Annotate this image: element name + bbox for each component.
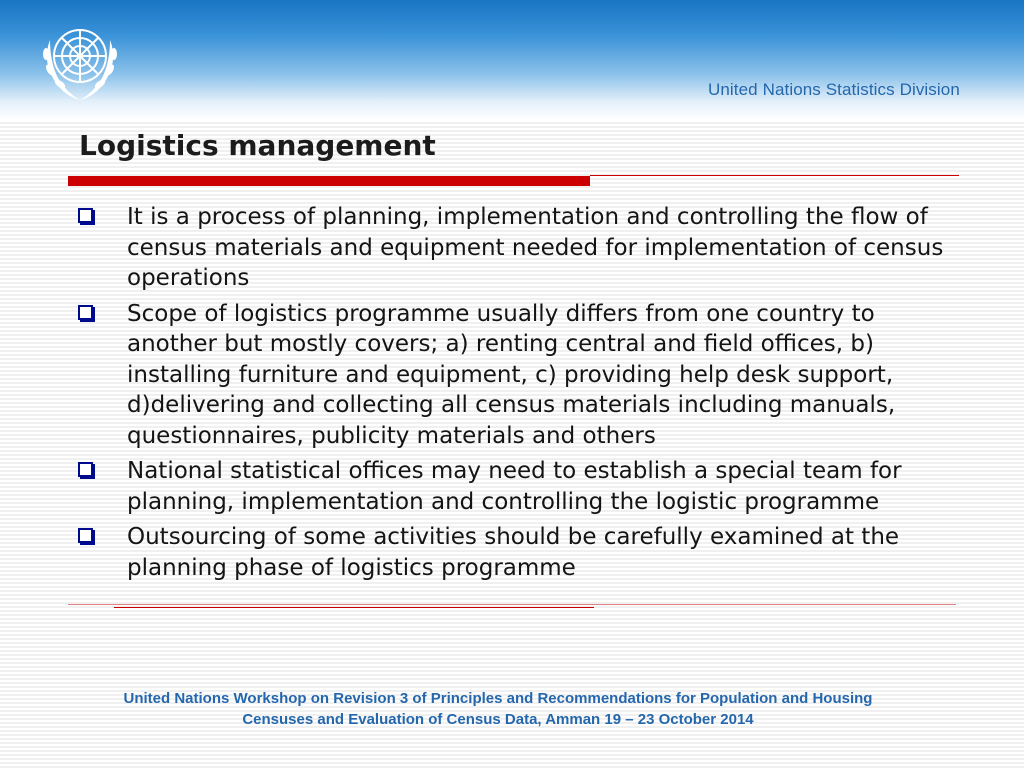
footer-line-1: United Nations Workshop on Revision 3 of Principles and Recommendations for Population and Housing [123,690,873,707]
bullet-text: It is a process of planning, implementation and controlling the flow of census materials and equipment needed for implementation of census operations [127,204,944,291]
bullet-item [78,299,948,452]
bullet-item [78,522,948,583]
bullet-text: Outsourcing of some activities should be carefully examined at the planning phase of logistics programme [127,524,900,581]
footer-divider [68,604,956,605]
slide-header-band [0,0,1024,120]
bullet-text: Scope of logistics programme usually differs from one country to another but mostly covers; a) renting central and field offices, b) installing furniture and equipment, c) providing help desk support, d)delivering and collecting all census materials including manuals, questionnaires, publicity materials and others [127,300,896,449]
slide-title: Logistics management [79,129,436,162]
un-emblem-icon [30,10,130,110]
footer-divider-accent [114,607,594,608]
org-name: United Nations Statistics Division [708,80,960,99]
bullet-item [78,202,948,294]
title-underline-thin [590,175,959,176]
bullet-text: National statistical offices may need to establish a special team for planning, implementation and controlling the logistic programme [127,458,902,515]
slide-footer [40,688,956,730]
checkbox-square-icon [78,528,93,543]
title-underline-thick [68,176,590,186]
checkbox-square-icon [78,462,93,477]
checkbox-square-icon [78,305,93,320]
bullet-list [78,202,948,588]
bullet-item [78,456,948,517]
footer-line-2: Censuses and Evaluation of Census Data, Amman 19 – 23 October 2014 [242,711,754,728]
checkbox-square-icon [78,208,93,223]
